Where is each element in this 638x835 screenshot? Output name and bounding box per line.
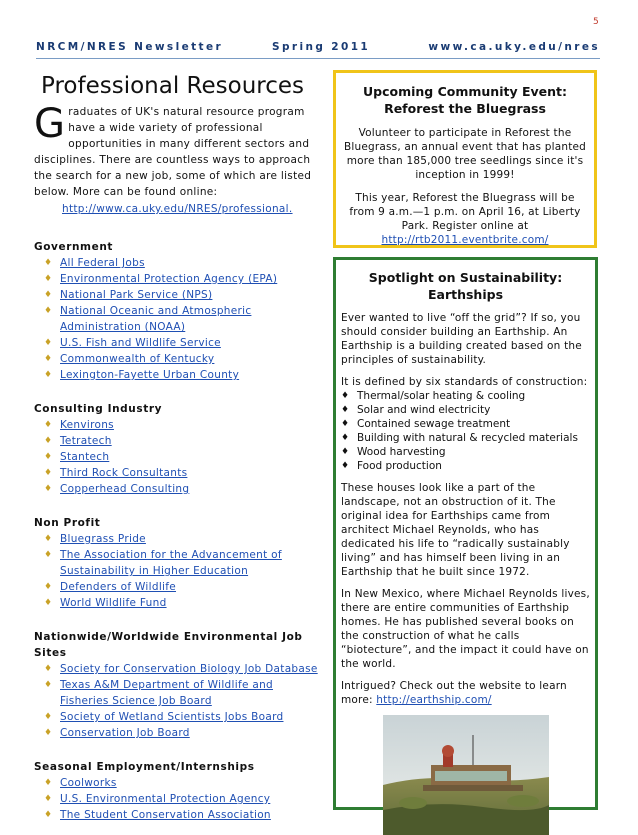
diamond-bullet-icon: ♦ <box>44 370 53 380</box>
standard-item <box>341 403 590 417</box>
resource-link[interactable]: Society for Conservation Biology Job Database <box>60 663 318 675</box>
resource-list-item <box>34 481 324 497</box>
resource-link[interactable]: Stantech <box>60 451 110 463</box>
resource-link-list <box>34 661 324 741</box>
header-issue: Spring 2011 <box>272 41 371 53</box>
standard-item <box>341 431 590 445</box>
resource-list-item <box>34 465 324 481</box>
diamond-bullet-icon: ♦ <box>44 810 53 820</box>
resource-list-item <box>34 351 324 367</box>
resource-list-item <box>34 433 324 449</box>
resource-link-list <box>34 531 324 611</box>
standard-item <box>341 417 590 431</box>
standard-text: Thermal/solar heating & cooling <box>357 390 526 402</box>
diamond-bullet-icon: ♦ <box>341 419 350 429</box>
standard-text: Food production <box>357 460 442 472</box>
resource-list-item <box>34 335 324 351</box>
diamond-bullet-icon: ♦ <box>44 258 53 268</box>
resource-link[interactable]: Copperhead Consulting <box>60 483 190 495</box>
community-event-box <box>333 70 597 248</box>
diamond-bullet-icon: ♦ <box>44 728 53 738</box>
resource-list-item <box>34 417 324 433</box>
standards-intro: It is defined by six standards of construction: <box>341 376 588 388</box>
resource-link[interactable]: Kenvirons <box>60 419 114 431</box>
diamond-bullet-icon: ♦ <box>44 664 53 674</box>
diamond-bullet-icon: ♦ <box>44 712 53 722</box>
diamond-bullet-icon: ♦ <box>341 405 350 415</box>
resource-link[interactable]: Society of Wetland Scientists Jobs Board <box>60 711 284 723</box>
diamond-bullet-icon: ♦ <box>44 680 53 690</box>
resource-link[interactable]: Commonwealth of Kentucky <box>60 353 215 365</box>
spotlight-communities: In New Mexico, where Michael Reynolds lives, there are entire communities of Earthship homes. He has published several books on the construction of what he calls “biotecture”, and the impact it could have on the world. <box>341 588 590 670</box>
resource-link[interactable]: National Oceanic and Atmospheric Administration (NOAA) <box>60 305 252 333</box>
standard-text: Wood harvesting <box>357 446 446 458</box>
standard-text: Building with natural & recycled materials <box>357 432 578 444</box>
event-details <box>342 191 588 247</box>
diamond-bullet-icon: ♦ <box>44 468 53 478</box>
diamond-bullet-icon: ♦ <box>341 433 350 443</box>
diamond-bullet-icon: ♦ <box>44 274 53 284</box>
resource-link-list <box>34 417 324 497</box>
resource-link[interactable]: All Federal Jobs <box>60 257 145 269</box>
diamond-bullet-icon: ♦ <box>44 598 53 608</box>
header-title: NRCM/NRES Newsletter <box>36 41 224 53</box>
resource-list-item <box>34 303 324 335</box>
event-details-text: This year, Reforest the Bluegrass will be from 9 a.m.—1 p.m. on April 16, at Liberty Park. Register online at <box>349 192 581 232</box>
resource-list-item <box>34 595 324 611</box>
diamond-bullet-icon: ♦ <box>44 420 53 430</box>
diamond-bullet-icon: ♦ <box>44 484 53 494</box>
section-heading: Seasonal Employment/Internships <box>34 761 255 773</box>
resource-link[interactable]: Texas A&M Department of Wildlife and Fisheries Science Job Board <box>60 679 273 707</box>
earthship-link[interactable]: http://earthship.com/ <box>376 694 492 706</box>
newsletter-header <box>36 38 600 59</box>
resource-link[interactable]: Third Rock Consultants <box>60 467 188 479</box>
earthship-photo <box>383 715 549 835</box>
event-registration-link[interactable]: http://rtb2011.eventbrite.com/ <box>381 234 549 246</box>
event-description: Volunteer to participate in Reforest the Bluegrass, an annual event that has planted more than 185,000 tree seedlings since it's inception in 1999! <box>343 127 587 181</box>
spotlight-title: Spotlight on Sustainability: Earthships <box>368 270 563 302</box>
resource-list-item <box>34 661 324 677</box>
resource-link[interactable]: Coolworks <box>60 777 117 789</box>
resource-list-item <box>34 579 324 595</box>
section-heading: Non Profit <box>34 517 101 529</box>
resource-link[interactable]: National Park Service (NPS) <box>60 289 213 301</box>
page-number: 5 <box>593 17 599 27</box>
resource-list-item <box>34 449 324 465</box>
resource-link[interactable]: U.S. Environmental Protection Agency <box>60 793 271 805</box>
resource-list-item <box>34 255 324 271</box>
diamond-bullet-icon: ♦ <box>44 778 53 788</box>
resource-list-item <box>34 287 324 303</box>
intro-text: raduates of UK's natural resource program have a wide variety of professional opportunities in many different sectors and disciplines. There are countless ways to approach the search for a new job, some of which are listed below. More can be found online: <box>34 106 312 198</box>
spotlight-intro: Ever wanted to live “off the grid”? If so, you should consider building an Earthship. An Earthship is a building created based on the principles of sustainability. <box>341 312 582 366</box>
standard-text: Solar and wind electricity <box>357 404 491 416</box>
resource-list-item <box>34 775 324 791</box>
professional-resources-column <box>34 68 324 823</box>
header-website: www.ca.uky.edu/nres <box>428 41 600 53</box>
resource-list-item <box>34 531 324 547</box>
resource-list-item <box>34 807 324 823</box>
diamond-bullet-icon: ♦ <box>44 582 53 592</box>
resource-sections <box>34 239 324 823</box>
resource-link[interactable]: U.S. Fish and Wildlife Service <box>60 337 221 349</box>
resource-list-item <box>34 725 324 741</box>
section-heading: Government <box>34 241 114 253</box>
standards-list <box>341 389 590 473</box>
resource-link[interactable]: The Association for the Advancement of Sustainability in Higher Education <box>60 549 282 577</box>
sustainability-spotlight-box <box>333 257 598 810</box>
standard-item <box>341 445 590 459</box>
standard-item <box>341 459 590 473</box>
resource-list-item <box>34 367 324 383</box>
diamond-bullet-icon: ♦ <box>44 534 53 544</box>
resource-link[interactable]: Lexington-Fayette Urban County <box>60 369 240 381</box>
section-heading: Consulting Industry <box>34 403 163 415</box>
cta-text: Intrigued? Check out the website to learn more: <box>341 680 567 706</box>
diamond-bullet-icon: ♦ <box>44 290 53 300</box>
resource-link[interactable]: Defenders of Wildlife <box>60 581 177 593</box>
diamond-bullet-icon: ♦ <box>44 436 53 446</box>
section-title: Professional Resources <box>41 73 304 99</box>
event-title: Upcoming Community Event: Reforest the Bluegrass <box>362 84 567 116</box>
diamond-bullet-icon: ♦ <box>44 306 53 316</box>
intro-paragraph <box>34 101 324 200</box>
resource-list-item <box>34 709 324 725</box>
diamond-bullet-icon: ♦ <box>44 452 53 462</box>
diamond-bullet-icon: ♦ <box>341 391 350 401</box>
resource-link-list <box>34 255 324 383</box>
diamond-bullet-icon: ♦ <box>44 354 53 364</box>
resource-link-list <box>34 775 324 823</box>
resource-link[interactable]: World Wildlife Fund <box>60 597 167 609</box>
section-heading: Nationwide/Worldwide Environmental Job Sites <box>34 631 303 659</box>
resource-list-item <box>34 677 324 709</box>
resource-link[interactable]: Conservation Job Board <box>60 727 190 739</box>
professional-link[interactable]: http://www.ca.uky.edu/NRES/professional. <box>62 203 293 215</box>
resource-list-item <box>34 271 324 287</box>
diamond-bullet-icon: ♦ <box>341 447 350 457</box>
diamond-bullet-icon: ♦ <box>44 550 53 560</box>
spotlight-cta <box>341 679 590 707</box>
resource-link[interactable]: Environmental Protection Agency (EPA) <box>60 273 278 285</box>
spotlight-history: These houses look like a part of the landscape, not an obstruction of it. The original idea for Earthships came from architect Michael Reynolds, who has dedicated his life to “radically sustainably living” and has himself been living in an Earthship that he built since 1972. <box>341 482 570 578</box>
resource-list-item <box>34 547 324 579</box>
drop-cap: G <box>34 101 66 147</box>
standard-item <box>341 389 590 403</box>
diamond-bullet-icon: ♦ <box>341 461 350 471</box>
resource-list-item <box>34 791 324 807</box>
resource-link[interactable]: Tetratech <box>60 435 112 447</box>
diamond-bullet-icon: ♦ <box>44 338 53 348</box>
standard-text: Contained sewage treatment <box>357 418 511 430</box>
resource-link[interactable]: The Student Conservation Association <box>60 809 271 821</box>
diamond-bullet-icon: ♦ <box>44 794 53 804</box>
resource-link[interactable]: Bluegrass Pride <box>60 533 146 545</box>
